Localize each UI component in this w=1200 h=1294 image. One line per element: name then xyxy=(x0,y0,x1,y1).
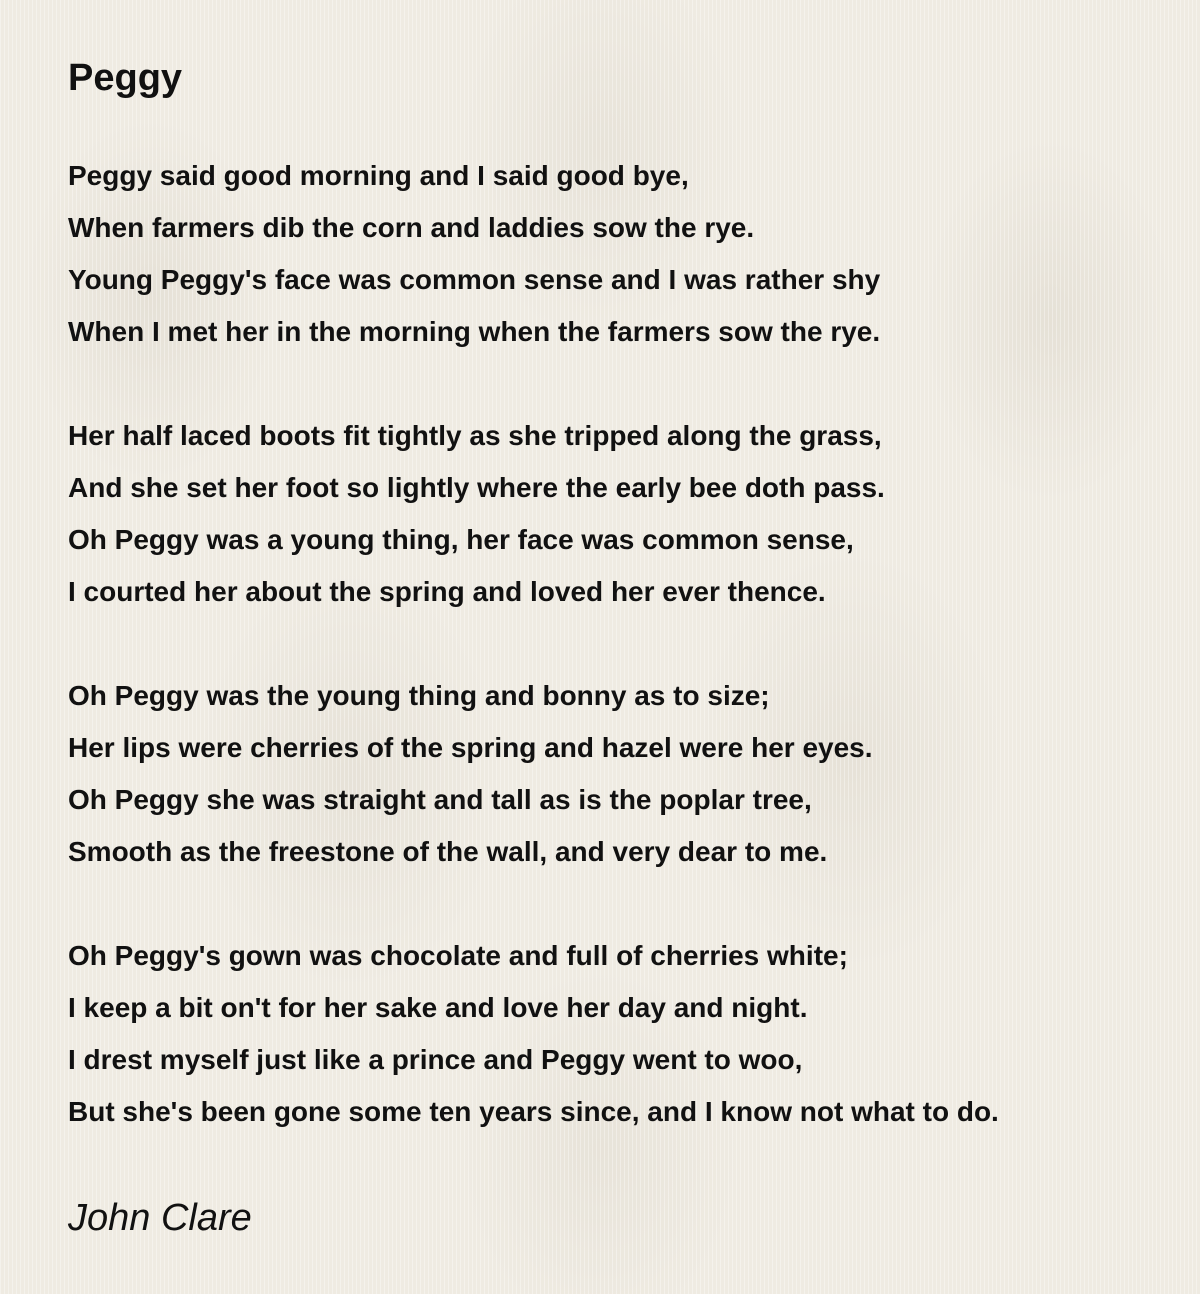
poem-line: Oh Peggy was the young thing and bonny as to size; xyxy=(68,680,770,711)
poem-line: When I met her in the morning when the farmers sow the rye. xyxy=(68,316,881,347)
stanza-4 xyxy=(68,930,1178,1138)
poem-line: I drest myself just like a prince and Peggy went to woo, xyxy=(68,1044,803,1075)
poem-line: I keep a bit on't for her sake and love her day and night. xyxy=(68,992,808,1023)
poem-line: I courted her about the spring and loved her ever thence. xyxy=(68,576,826,607)
stanza-1 xyxy=(68,150,1178,358)
poem-line: Her lips were cherries of the spring and hazel were her eyes. xyxy=(68,732,873,763)
poem-author: John Clare xyxy=(68,1197,252,1239)
poem-line: But she's been gone some ten years since, and I know not what to do. xyxy=(68,1096,999,1127)
stanza-3 xyxy=(68,670,1178,878)
poem-body xyxy=(68,150,1178,1190)
poem-line: Peggy said good morning and I said good bye, xyxy=(68,160,689,191)
poem-line: Oh Peggy's gown was chocolate and full of cherries white; xyxy=(68,940,848,971)
poem-line: Oh Peggy she was straight and tall as is the poplar tree, xyxy=(68,784,812,815)
poem-line: Smooth as the freestone of the wall, and very dear to me. xyxy=(68,836,828,867)
poem-title: Peggy xyxy=(68,57,183,99)
poem-line: And she set her foot so lightly where the early bee doth pass. xyxy=(68,472,885,503)
stanza-2 xyxy=(68,410,1178,618)
poem-line: Young Peggy's face was common sense and I was rather shy xyxy=(68,264,881,295)
poem-line: When farmers dib the corn and laddies sow the rye. xyxy=(68,212,755,243)
poem-line: Her half laced boots fit tightly as she tripped along the grass, xyxy=(68,420,882,451)
poem-line: Oh Peggy was a young thing, her face was common sense, xyxy=(68,524,854,555)
